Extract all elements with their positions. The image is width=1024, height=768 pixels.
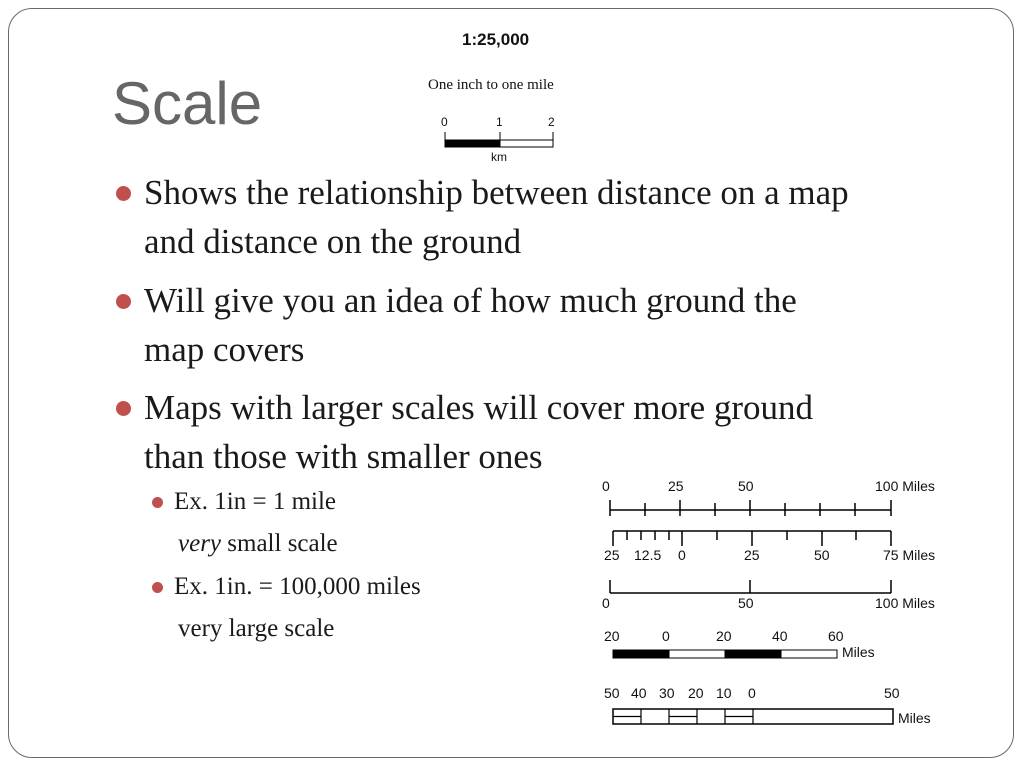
bar5-label-50a: 50: [604, 685, 620, 701]
bullet-2: [144, 276, 984, 374]
bullet-3-line-1: Maps with larger scales will cover more ground: [144, 388, 814, 427]
bar4-unit: Miles: [842, 644, 875, 660]
example-1-note-emphasis: very: [178, 530, 222, 557]
verbal-scale-tick-2: 2: [548, 115, 555, 129]
bar5-label-40: 40: [631, 685, 647, 701]
example-2-note: very large scale: [178, 615, 335, 642]
representative-fraction: 1:25,000: [462, 30, 530, 49]
bar4-label-20b: 20: [716, 628, 732, 644]
scale-bar-4: [604, 628, 875, 660]
bar2-label-0: 0: [678, 547, 686, 563]
bullet-2-line-1: Will give you an idea of how much ground the: [144, 281, 797, 320]
bar5-label-50b: 50: [884, 685, 900, 701]
example-1: Ex. 1in = 1 mile: [174, 486, 336, 518]
bar5-label-10: 10: [716, 685, 732, 701]
bar5-label-20: 20: [688, 685, 704, 701]
verbal-scale-graphic: [420, 72, 590, 167]
example-1-note: [178, 530, 338, 558]
verbal-scale-text: One inch to one mile: [428, 77, 554, 93]
verbal-scale-bar-black: [445, 140, 500, 147]
verbal-scale-tick-1: 1: [496, 115, 503, 129]
bar1-label-50: 50: [738, 478, 754, 494]
bar5-label-30: 30: [659, 685, 675, 701]
example-1-note-rest: small scale: [221, 530, 338, 557]
bar2-label-50: 50: [814, 547, 830, 563]
verbal-scale-bar-white: [500, 140, 553, 147]
bar3-label-100: 100 Miles: [875, 595, 935, 611]
bullet-1-line-2: and distance on the ground: [144, 222, 522, 261]
bar4-label-20a: 20: [604, 628, 620, 644]
bar1-label-0: 0: [602, 478, 610, 494]
bar4-label-0: 0: [662, 628, 670, 644]
bar4-label-40: 40: [772, 628, 788, 644]
scale-bar-1: [602, 478, 935, 516]
bar4-label-60: 60: [828, 628, 844, 644]
bar3-label-0: 0: [602, 595, 610, 611]
bar5-unit: Miles: [898, 710, 931, 726]
bar5-label-0: 0: [748, 685, 756, 701]
scale-bar-5: [604, 685, 931, 726]
bar2-label-75: 75 Miles: [883, 547, 936, 563]
bullet-1-line-1: Shows the relationship between distance on a map: [144, 173, 849, 212]
bullet-3-line-2: than those with smaller ones: [144, 437, 543, 476]
slide-title: Scale: [112, 70, 263, 137]
scale-bars-graphic: [596, 476, 956, 736]
verbal-scale-unit: km: [491, 150, 507, 164]
bullet-2-line-2: map covers: [144, 330, 305, 369]
bar2-label-25b: 25: [744, 547, 760, 563]
bar3-label-50: 50: [738, 595, 754, 611]
scale-bar-2: [604, 531, 935, 563]
verbal-scale-tick-0: 0: [441, 115, 448, 129]
scale-bar-3: [602, 580, 935, 611]
bullet-3: [144, 383, 984, 481]
bar2-label-25a: 25: [604, 547, 620, 563]
bar2-label-12-5: 12.5: [634, 547, 662, 563]
bullet-1: [144, 168, 984, 266]
bar1-label-25: 25: [668, 478, 684, 494]
bar1-label-100: 100 Miles: [875, 478, 935, 494]
example-2: Ex. 1in. = 100,000 miles: [174, 571, 421, 603]
